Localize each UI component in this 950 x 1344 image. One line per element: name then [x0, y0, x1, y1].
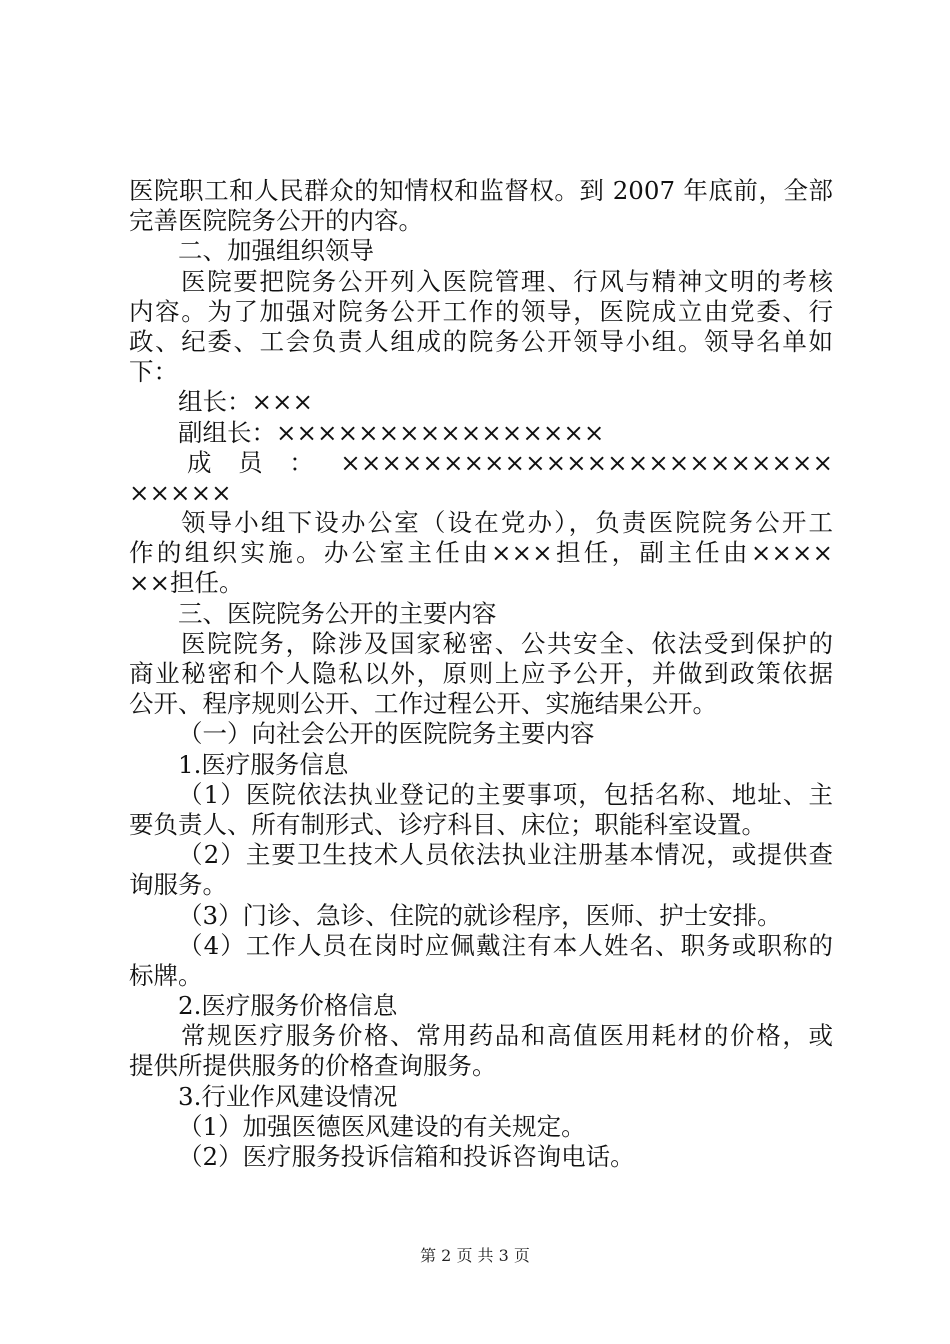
paragraph-line: 标牌。 [129, 960, 203, 990]
paragraph-line: 提供所提供服务的价格查询服务。 [129, 1051, 497, 1081]
document-body [129, 176, 833, 1172]
paragraph-line: 组长：××× [178, 387, 314, 417]
paragraph-line: （3）门诊、急诊、住院的就诊程序，医师、护士安排。 [178, 900, 782, 930]
paragraph-line: 政、纪委、工会负责人组成的院务公开领导小组。领导名单如 [129, 326, 833, 356]
paragraph-line: ××担任。 [129, 568, 244, 598]
paragraph-line: 询服务。 [129, 870, 227, 900]
paragraph-line: 副组长：×××××××××××××××× [178, 417, 605, 447]
paragraph-line: （1）医院依法执业登记的主要事项，包括名称、地址、主 [178, 779, 833, 809]
paragraph-line: （2）医疗服务投诉信箱和投诉咨询电话。 [178, 1142, 635, 1171]
paragraph-line: 公开、程序规则公开、工作过程公开、实施结果公开。 [129, 689, 717, 719]
paragraph-line: 内容。为了加强对院务公开工作的领导，医院成立由党委、行 [129, 296, 833, 326]
paragraph-line: ××××× [129, 477, 232, 507]
paragraph-line: 作的组织实施。办公室主任由×××担任，副主任由×××× [129, 538, 833, 568]
paragraph-line: （一）向社会公开的医院院务主要内容 [178, 719, 595, 749]
paragraph-line: 医院职工和人民群众的知情权和监督权。到 2007 年底前，全部 [129, 176, 833, 205]
paragraph-line: 商业秘密和个人隐私以外，原则上应予公开，并做到政策依据 [129, 659, 833, 688]
page-footer: 第 2 页 共 3 页 [420, 1246, 530, 1265]
paragraph-line: 常规医疗服务价格、常用药品和高值医用耗材的价格，或 [181, 1021, 833, 1051]
paragraph-line: 下： [129, 357, 178, 387]
paragraph-line: 医院要把院务公开列入医院管理、行风与精神文明的考核 [181, 266, 833, 296]
paragraph-line: 领导小组下设办公室（设在党办），负责医院院务公开工 [181, 508, 833, 538]
paragraph-line: 3.行业作风建设情况 [178, 1081, 398, 1111]
paragraph-line: 要负责人、所有制形式、诊疗科目、床位；职能科室设置。 [129, 809, 766, 839]
paragraph-line: 成员：×××××××××××××××××××××××× [187, 447, 833, 477]
paragraph-line: 医院院务，除涉及国家秘密、公共安全、依法受到保护的 [181, 628, 833, 658]
paragraph-line: （2）主要卫生技术人员依法执业注册基本情况，或提供查 [178, 840, 833, 870]
paragraph-line: （4）工作人员在岗时应佩戴注有本人姓名、职务或职称的 [178, 930, 833, 960]
paragraph-line: 完善医院院务公开的内容。 [129, 206, 423, 236]
paragraph-line: 1.医疗服务信息 [178, 749, 349, 779]
paragraph-line: 二、加强组织领导 [178, 236, 374, 266]
paragraph-line: 2.医疗服务价格信息 [178, 991, 398, 1021]
paragraph-line: （1）加强医德医风建设的有关规定。 [178, 1111, 586, 1141]
paragraph-line: 三、医院院务公开的主要内容 [178, 598, 497, 628]
